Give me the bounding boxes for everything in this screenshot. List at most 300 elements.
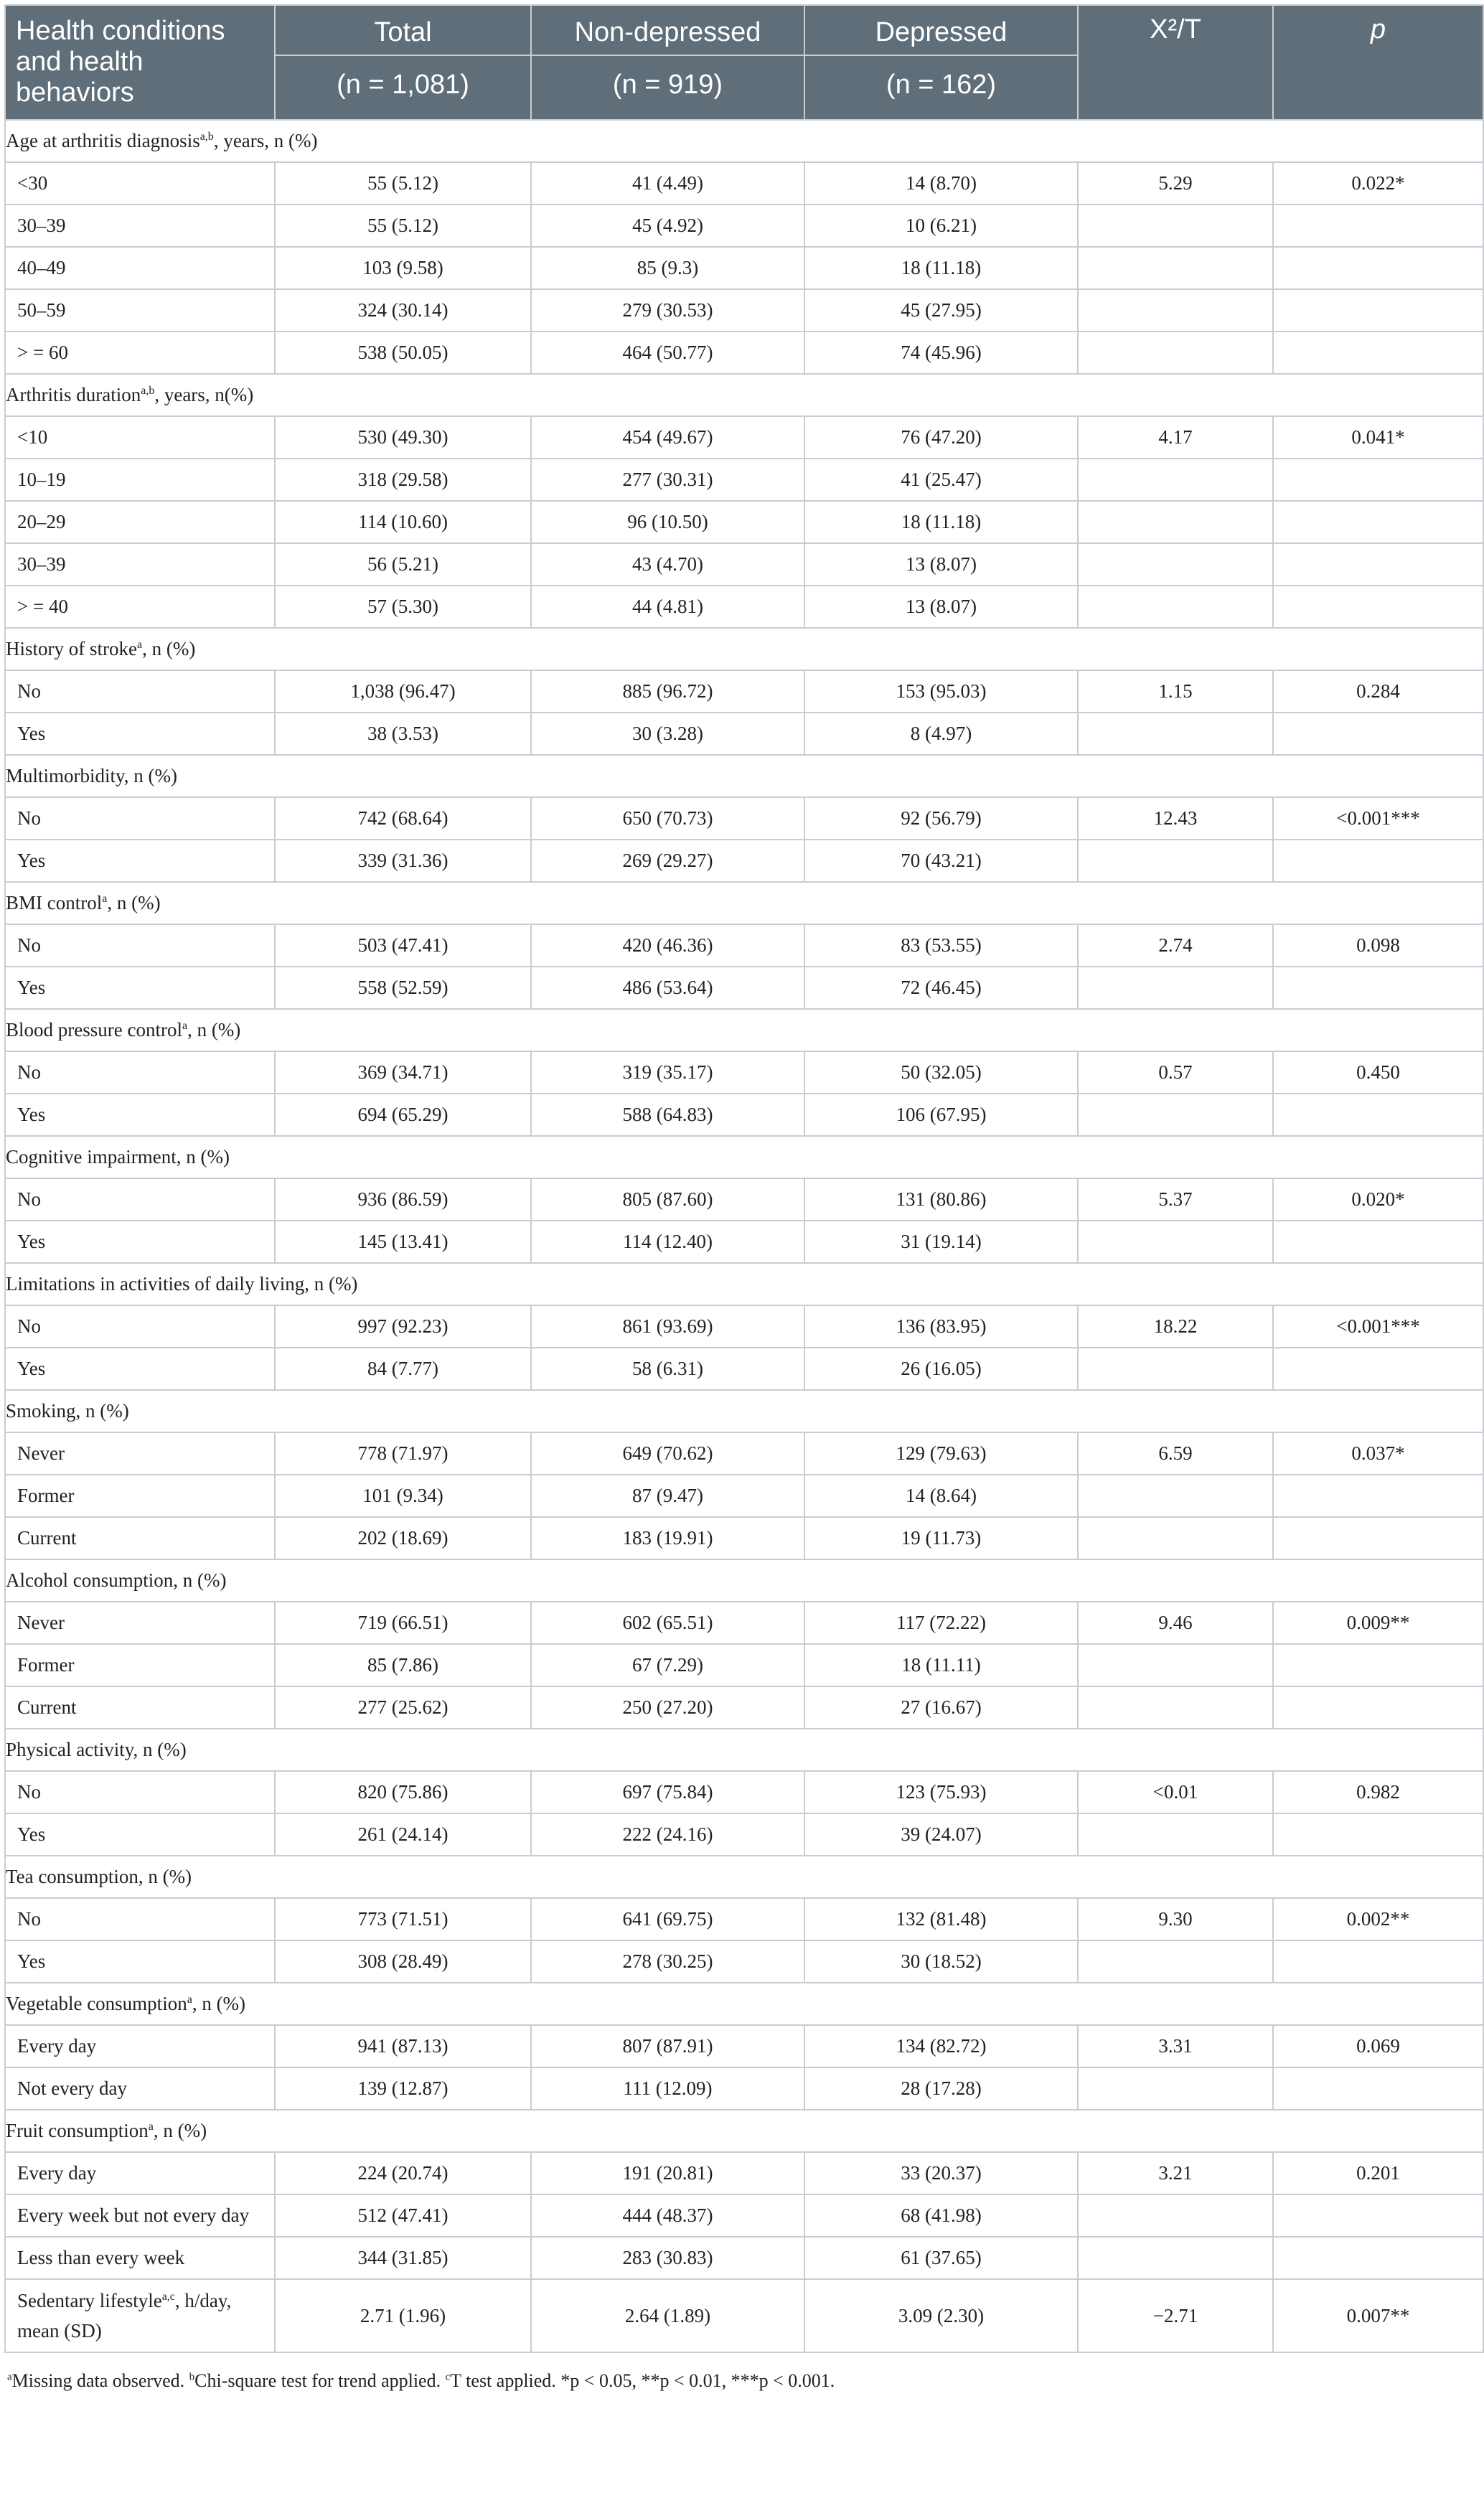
cell-statistic: [1078, 459, 1273, 501]
cell-depressed: 13 (8.07): [804, 543, 1078, 586]
cell-total: 344 (31.85): [275, 2237, 531, 2279]
section-title-text: Alcohol consumption: [6, 1569, 174, 1591]
cell-non-depressed: 588 (64.83): [531, 1094, 804, 1136]
cell-p-value: [1273, 2237, 1483, 2279]
table-row: [5, 1432, 1483, 1475]
section-title: [5, 882, 1483, 924]
table-row: [5, 924, 1483, 967]
section-title-text: Physical activity: [6, 1739, 133, 1760]
section-title: [5, 628, 1483, 670]
footnote-b-text: Chi-square test for trend applied.: [194, 2370, 446, 2391]
cell-statistic: [1078, 967, 1273, 1009]
cell-depressed: 70 (43.21): [804, 840, 1078, 882]
table-row: [5, 840, 1483, 882]
section-header-row: [5, 1856, 1483, 1898]
section-title-text: Arthritis duration: [6, 384, 141, 405]
cell-p-value: 0.037*: [1273, 1432, 1483, 1475]
section-title-text: Cognitive impairment: [6, 1146, 177, 1168]
row-label: 10–19: [5, 459, 275, 501]
cell-non-depressed: 87 (9.47): [531, 1475, 804, 1517]
row-label: Less than every week: [5, 2237, 275, 2279]
cell-total: 719 (66.51): [275, 1602, 531, 1644]
cell-total: 224 (20.74): [275, 2152, 531, 2194]
cell-non-depressed: 222 (24.16): [531, 1813, 804, 1856]
cell-statistic: [1078, 543, 1273, 586]
table-row: [5, 416, 1483, 459]
cell-non-depressed: 861 (93.69): [531, 1305, 804, 1348]
footnote-mark-b: b: [189, 2371, 195, 2383]
cell-p-value: 0.098: [1273, 924, 1483, 967]
cell-total: 2.71 (1.96): [275, 2279, 531, 2352]
section-header-row: [5, 1729, 1483, 1771]
section-title-text: Limitations in activities of daily living: [6, 1273, 305, 1295]
cell-depressed: 8 (4.97): [804, 713, 1078, 755]
section-header-row: [5, 1263, 1483, 1305]
row-label: No: [5, 670, 275, 713]
cell-statistic: [1078, 1348, 1273, 1390]
cell-depressed: 26 (16.05): [804, 1348, 1078, 1390]
cell-depressed: 18 (11.18): [804, 501, 1078, 543]
cell-p-value: 0.284: [1273, 670, 1483, 713]
section-title-text: History of stroke: [6, 638, 137, 659]
cell-statistic: [1078, 501, 1273, 543]
section-title: [5, 1009, 1483, 1051]
section-footnote-mark: a: [102, 893, 108, 905]
table-row: [5, 1475, 1483, 1517]
section-title-suffix: , n (%): [133, 1739, 187, 1760]
table-row: [5, 2237, 1483, 2279]
cell-total: 339 (31.36): [275, 840, 531, 882]
section-title-suffix: , n (%): [142, 638, 196, 659]
cell-non-depressed: 697 (75.84): [531, 1771, 804, 1813]
section-title-suffix: , n (%): [173, 1569, 227, 1591]
cell-statistic: [1078, 1940, 1273, 1983]
table-wrapper: [4, 4, 1483, 2392]
table-row: [5, 332, 1483, 374]
table-row: [5, 797, 1483, 840]
section-title: [5, 755, 1483, 797]
table-row: [5, 501, 1483, 543]
section-title: [5, 2110, 1483, 2152]
cell-non-depressed: 2.64 (1.89): [531, 2279, 804, 2352]
section-title-text: Multimorbidity: [6, 765, 124, 786]
row-label: Former: [5, 1644, 275, 1686]
cell-p-value: [1273, 1221, 1483, 1263]
cell-depressed: 14 (8.70): [804, 162, 1078, 205]
cell-p-value: [1273, 713, 1483, 755]
row-label: Every day: [5, 2152, 275, 2194]
cell-depressed: 74 (45.96): [804, 332, 1078, 374]
cell-depressed: 129 (79.63): [804, 1432, 1078, 1475]
cell-statistic: [1078, 332, 1273, 374]
section-title: [5, 1729, 1483, 1771]
cell-non-depressed: 67 (7.29): [531, 1644, 804, 1686]
cell-non-depressed: 96 (10.50): [531, 501, 804, 543]
cell-non-depressed: 650 (70.73): [531, 797, 804, 840]
section-header-row: [5, 120, 1483, 162]
cell-total: 941 (87.13): [275, 2025, 531, 2067]
cell-statistic: 1.15: [1078, 670, 1273, 713]
cell-non-depressed: 807 (87.91): [531, 2025, 804, 2067]
cell-depressed: 30 (18.52): [804, 1940, 1078, 1983]
header-non-depressed-n: (n = 919): [531, 55, 804, 120]
cell-p-value: 0.982: [1273, 1771, 1483, 1813]
cell-depressed: 39 (24.07): [804, 1813, 1078, 1856]
section-title-suffix: , n (%): [153, 2120, 207, 2141]
cell-statistic: 4.17: [1078, 416, 1273, 459]
header-statistic: X²/T: [1078, 5, 1273, 120]
cell-total: 503 (47.41): [275, 924, 531, 967]
row-label: Yes: [5, 713, 275, 755]
cell-total: 512 (47.41): [275, 2194, 531, 2237]
cell-p-value: 0.201: [1273, 2152, 1483, 2194]
section-title-text: Tea consumption: [6, 1866, 138, 1887]
cell-depressed: 50 (32.05): [804, 1051, 1078, 1094]
cell-p-value: 0.020*: [1273, 1178, 1483, 1221]
cell-total: 202 (18.69): [275, 1517, 531, 1559]
cell-depressed: 76 (47.20): [804, 416, 1078, 459]
row-label: No: [5, 797, 275, 840]
row-label: Never: [5, 1602, 275, 1644]
cell-statistic: 2.74: [1078, 924, 1273, 967]
cell-depressed: 33 (20.37): [804, 2152, 1078, 2194]
cell-total: 84 (7.77): [275, 1348, 531, 1390]
row-label: No: [5, 1305, 275, 1348]
section-title-suffix: , n (%): [138, 1866, 192, 1887]
section-title-suffix: , n (%): [304, 1273, 358, 1295]
cell-total: 56 (5.21): [275, 543, 531, 586]
cell-statistic: [1078, 1644, 1273, 1686]
table-row: [5, 2194, 1483, 2237]
table-header: [5, 5, 1483, 120]
table-row: [5, 670, 1483, 713]
cell-statistic: 9.30: [1078, 1898, 1273, 1940]
section-title-suffix: , n (%): [107, 892, 161, 914]
sedentary-suffix: , h/day, mean (SD): [17, 2290, 232, 2342]
cell-p-value: [1273, 289, 1483, 332]
cell-p-value: [1273, 2067, 1483, 2110]
cell-p-value: <0.001***: [1273, 1305, 1483, 1348]
section-title-suffix: , n (%): [123, 765, 177, 786]
table-footnote: [4, 2370, 1483, 2392]
cell-p-value: [1273, 586, 1483, 628]
cell-depressed: 123 (75.93): [804, 1771, 1078, 1813]
cell-depressed: 136 (83.95): [804, 1305, 1078, 1348]
section-header-row: [5, 755, 1483, 797]
header-total: Total: [275, 5, 531, 55]
header-p-value: p: [1273, 5, 1483, 120]
cell-non-depressed: 114 (12.40): [531, 1221, 804, 1263]
footnote-mark-c: c: [445, 2371, 451, 2383]
cell-p-value: [1273, 1475, 1483, 1517]
cell-non-depressed: 464 (50.77): [531, 332, 804, 374]
row-label: No: [5, 924, 275, 967]
cell-p-value: 0.002**: [1273, 1898, 1483, 1940]
section-header-row: [5, 374, 1483, 416]
cell-non-depressed: 111 (12.09): [531, 2067, 804, 2110]
row-label: Never: [5, 1432, 275, 1475]
cell-statistic: <0.01: [1078, 1771, 1273, 1813]
cell-statistic: [1078, 1813, 1273, 1856]
row-label: > = 40: [5, 586, 275, 628]
sedentary-title: Sedentary lifestyle: [17, 2290, 162, 2311]
cell-total: 318 (29.58): [275, 459, 531, 501]
cell-statistic: [1078, 2237, 1273, 2279]
section-title-suffix: , years, n(%): [154, 384, 254, 405]
row-label: 20–29: [5, 501, 275, 543]
cell-depressed: 132 (81.48): [804, 1898, 1078, 1940]
cell-statistic: 3.31: [1078, 2025, 1273, 2067]
section-title: [5, 1983, 1483, 2025]
cell-p-value: [1273, 247, 1483, 289]
cell-p-value: 0.022*: [1273, 162, 1483, 205]
cell-non-depressed: 250 (27.20): [531, 1686, 804, 1729]
row-label: Yes: [5, 840, 275, 882]
cell-p-value: [1273, 1517, 1483, 1559]
table-row: [5, 543, 1483, 586]
cell-depressed: 3.09 (2.30): [804, 2279, 1078, 2352]
header-non-depressed: Non-depressed: [531, 5, 804, 55]
cell-non-depressed: 454 (49.67): [531, 416, 804, 459]
cell-statistic: [1078, 205, 1273, 247]
section-footnote-mark: a,b: [141, 385, 155, 397]
table-row: [5, 1517, 1483, 1559]
cell-non-depressed: 58 (6.31): [531, 1348, 804, 1390]
table-row: [5, 586, 1483, 628]
table-row: [5, 205, 1483, 247]
cell-total: 139 (12.87): [275, 2067, 531, 2110]
row-label: <10: [5, 416, 275, 459]
footnote-c-text: T test applied. *p < 0.05, **p < 0.01, ***p < 0.001.: [450, 2370, 835, 2391]
row-label: Yes: [5, 1813, 275, 1856]
cell-total: 103 (9.58): [275, 247, 531, 289]
cell-statistic: [1078, 1517, 1273, 1559]
cell-non-depressed: 85 (9.3): [531, 247, 804, 289]
row-label: 40–49: [5, 247, 275, 289]
cell-total: 936 (86.59): [275, 1178, 531, 1221]
cell-statistic: 9.46: [1078, 1602, 1273, 1644]
cell-statistic: −2.71: [1078, 2279, 1273, 2352]
cell-p-value: [1273, 205, 1483, 247]
cell-depressed: 13 (8.07): [804, 586, 1078, 628]
row-label: Every week but not every day: [5, 2194, 275, 2237]
cell-p-value: <0.001***: [1273, 797, 1483, 840]
table-row: [5, 459, 1483, 501]
section-footnote-mark: a: [136, 639, 143, 651]
cell-depressed: 10 (6.21): [804, 205, 1078, 247]
row-label: Yes: [5, 967, 275, 1009]
cell-total: 145 (13.41): [275, 1221, 531, 1263]
table-row: [5, 967, 1483, 1009]
cell-non-depressed: 183 (19.91): [531, 1517, 804, 1559]
cell-total: 308 (28.49): [275, 1940, 531, 1983]
table-row: [5, 1221, 1483, 1263]
cell-total: 530 (49.30): [275, 416, 531, 459]
header-total-n: (n = 1,081): [275, 55, 531, 120]
table-row: [5, 2025, 1483, 2067]
table-row: [5, 1898, 1483, 1940]
table-row: [5, 1051, 1483, 1094]
cell-depressed: 68 (41.98): [804, 2194, 1078, 2237]
cell-non-depressed: 420 (46.36): [531, 924, 804, 967]
cell-p-value: [1273, 1813, 1483, 1856]
cell-total: 55 (5.12): [275, 162, 531, 205]
section-header-row: [5, 882, 1483, 924]
cell-p-value: [1273, 501, 1483, 543]
row-label: Yes: [5, 1094, 275, 1136]
cell-statistic: [1078, 586, 1273, 628]
row-label: 30–39: [5, 205, 275, 247]
section-title-suffix: , n (%): [176, 1146, 230, 1168]
header-health-conditions: Health conditions and health behaviors: [5, 5, 275, 120]
row-label: Current: [5, 1517, 275, 1559]
cell-total: 324 (30.14): [275, 289, 531, 332]
cell-depressed: 18 (11.11): [804, 1644, 1078, 1686]
table-row: [5, 1644, 1483, 1686]
sedentary-footnote-mark: a,c: [161, 2291, 175, 2303]
section-footnote-mark: a: [148, 2121, 154, 2133]
cell-depressed: 14 (8.64): [804, 1475, 1078, 1517]
cell-depressed: 27 (16.67): [804, 1686, 1078, 1729]
cell-total: 277 (25.62): [275, 1686, 531, 1729]
cell-p-value: [1273, 1094, 1483, 1136]
row-label: No: [5, 1051, 275, 1094]
table-row: [5, 289, 1483, 332]
section-title-suffix: , n (%): [75, 1400, 129, 1422]
section-title: [5, 1390, 1483, 1432]
cell-total: 85 (7.86): [275, 1644, 531, 1686]
row-label: No: [5, 1178, 275, 1221]
row-label: Every day: [5, 2025, 275, 2067]
row-label: No: [5, 1771, 275, 1813]
row-label: Not every day: [5, 2067, 275, 2110]
cell-statistic: 5.29: [1078, 162, 1273, 205]
cell-depressed: 18 (11.18): [804, 247, 1078, 289]
cell-non-depressed: 30 (3.28): [531, 713, 804, 755]
row-label: Yes: [5, 1221, 275, 1263]
table-row: [5, 713, 1483, 755]
cell-total: 261 (24.14): [275, 1813, 531, 1856]
cell-depressed: 45 (27.95): [804, 289, 1078, 332]
cell-statistic: [1078, 247, 1273, 289]
cell-p-value: 0.069: [1273, 2025, 1483, 2067]
section-footnote-mark: a,b: [199, 131, 214, 143]
table-row: [5, 1348, 1483, 1390]
cell-p-value: [1273, 1348, 1483, 1390]
cell-depressed: 92 (56.79): [804, 797, 1078, 840]
table-row: [5, 1305, 1483, 1348]
cell-total: 742 (68.64): [275, 797, 531, 840]
row-label-sedentary: [5, 2279, 275, 2352]
cell-depressed: 131 (80.86): [804, 1178, 1078, 1221]
cell-statistic: [1078, 289, 1273, 332]
header-depressed-n: (n = 162): [804, 55, 1078, 120]
row-label: 30–39: [5, 543, 275, 586]
section-title: [5, 120, 1483, 162]
table-row: [5, 1771, 1483, 1813]
cell-statistic: [1078, 1094, 1273, 1136]
section-title: [5, 1136, 1483, 1178]
table-row: [5, 1094, 1483, 1136]
cell-depressed: 41 (25.47): [804, 459, 1078, 501]
cell-total: 55 (5.12): [275, 205, 531, 247]
section-header-row: [5, 1136, 1483, 1178]
row-label: 50–59: [5, 289, 275, 332]
cell-total: 101 (9.34): [275, 1475, 531, 1517]
cell-total: 114 (10.60): [275, 501, 531, 543]
cell-p-value: 0.009**: [1273, 1602, 1483, 1644]
section-title-text: Blood pressure control: [6, 1019, 182, 1041]
cell-statistic: 18.22: [1078, 1305, 1273, 1348]
cell-total: 778 (71.97): [275, 1432, 531, 1475]
section-header-row: [5, 1559, 1483, 1602]
section-title-text: Smoking: [6, 1400, 76, 1422]
cell-depressed: 106 (67.95): [804, 1094, 1078, 1136]
section-title-text: BMI control: [6, 892, 103, 914]
cell-total: 997 (92.23): [275, 1305, 531, 1348]
cell-total: 38 (3.53): [275, 713, 531, 755]
section-title-suffix: , n (%): [187, 1019, 241, 1041]
table-row-sedentary-lifestyle: [5, 2279, 1483, 2352]
cell-total: 694 (65.29): [275, 1094, 531, 1136]
table-row: [5, 1813, 1483, 1856]
cell-depressed: 117 (72.22): [804, 1602, 1078, 1644]
cell-statistic: [1078, 2067, 1273, 2110]
cell-statistic: [1078, 2194, 1273, 2237]
cell-p-value: [1273, 840, 1483, 882]
cell-statistic: [1078, 1221, 1273, 1263]
table-row: [5, 162, 1483, 205]
cell-non-depressed: 649 (70.62): [531, 1432, 804, 1475]
section-footnote-mark: a: [187, 1994, 192, 2006]
section-header-row: [5, 1983, 1483, 2025]
table-row: [5, 2152, 1483, 2194]
cell-p-value: [1273, 332, 1483, 374]
section-header-row: [5, 2110, 1483, 2152]
cell-non-depressed: 283 (30.83): [531, 2237, 804, 2279]
cell-non-depressed: 486 (53.64): [531, 967, 804, 1009]
cell-non-depressed: 279 (30.53): [531, 289, 804, 332]
cell-depressed: 134 (82.72): [804, 2025, 1078, 2067]
cell-depressed: 61 (37.65): [804, 2237, 1078, 2279]
section-header-row: [5, 628, 1483, 670]
cell-non-depressed: 45 (4.92): [531, 205, 804, 247]
cell-total: 820 (75.86): [275, 1771, 531, 1813]
cell-p-value: [1273, 1644, 1483, 1686]
cell-total: 773 (71.51): [275, 1898, 531, 1940]
cell-depressed: 72 (46.45): [804, 967, 1078, 1009]
cell-non-depressed: 319 (35.17): [531, 1051, 804, 1094]
section-title: [5, 1559, 1483, 1602]
header-depressed: Depressed: [804, 5, 1078, 55]
cell-non-depressed: 44 (4.81): [531, 586, 804, 628]
cell-statistic: 0.57: [1078, 1051, 1273, 1094]
row-label: > = 60: [5, 332, 275, 374]
cell-non-depressed: 444 (48.37): [531, 2194, 804, 2237]
health-conditions-table: [4, 4, 1484, 2353]
cell-statistic: 3.21: [1078, 2152, 1273, 2194]
cell-total: 369 (34.71): [275, 1051, 531, 1094]
cell-statistic: 6.59: [1078, 1432, 1273, 1475]
section-title-text: Age at arthritis diagnosis: [6, 130, 200, 151]
table-row: [5, 2067, 1483, 2110]
cell-p-value: [1273, 543, 1483, 586]
cell-total: 57 (5.30): [275, 586, 531, 628]
cell-depressed: 153 (95.03): [804, 670, 1078, 713]
cell-depressed: 83 (53.55): [804, 924, 1078, 967]
cell-p-value: [1273, 1686, 1483, 1729]
row-label: Yes: [5, 1940, 275, 1983]
